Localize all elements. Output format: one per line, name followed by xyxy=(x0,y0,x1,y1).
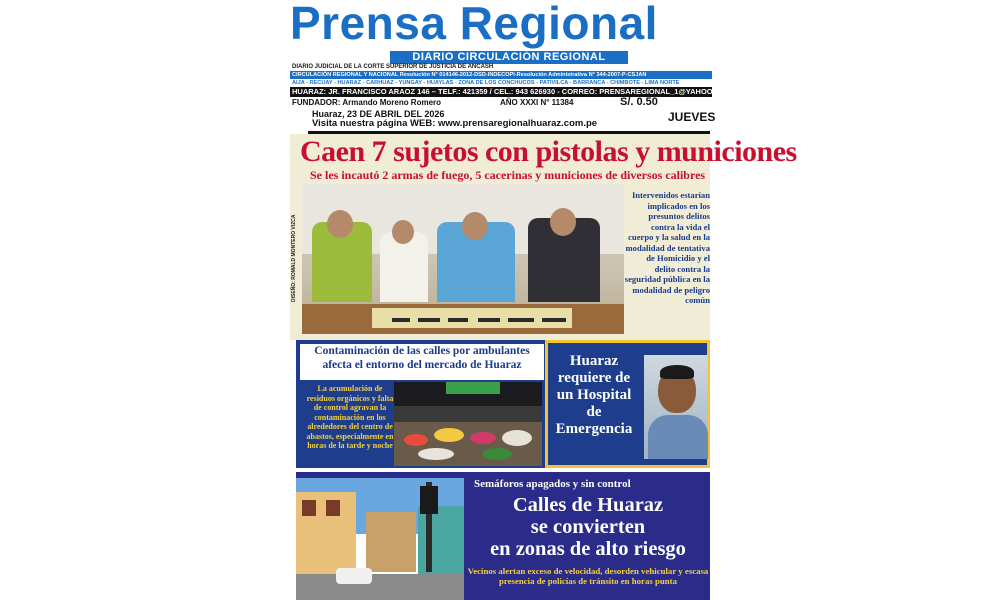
hospital-photo xyxy=(644,355,708,459)
traffic-title-line-1: Calles de Huaraz xyxy=(512,494,664,516)
hospital-story-title: Huaraz requiere de un Hospital de Emergencia xyxy=(555,353,633,437)
lead-headline[interactable]: Caen 7 sujetos con pistolas y municiones xyxy=(300,135,797,168)
masthead xyxy=(290,0,710,52)
market-story[interactable] xyxy=(296,340,546,468)
issue-number: AÑO XXXI N° 11384 xyxy=(500,98,574,107)
market-story-title: Contaminación de las calles por ambulantes afecta el entorno del mercado de Huaraz xyxy=(300,344,544,380)
design-credit: DISEÑO: ROMALD MONTERO VIZCA xyxy=(291,214,297,302)
address-bar: HUARAZ: JR. FRANCISCO ARAOZ 146 – TELF.: 421359 / CEL.: 943 626930 - CORREO: PRENSAREGIONAL_1@YAHOO.ES xyxy=(292,87,725,96)
weekday: JUEVES xyxy=(668,110,716,124)
lead-photo xyxy=(302,184,624,334)
traffic-title-line-2: se convierten xyxy=(530,516,646,538)
market-story-body: La acumulación de residuos orgánicos y falta de control agravan la contaminación en los alrededores del centro de abastos, especialmente en horas de la tarde y noche xyxy=(306,384,394,450)
traffic-story[interactable] xyxy=(296,472,710,600)
traffic-photo xyxy=(296,478,464,600)
founder-row xyxy=(290,97,710,108)
resolution-bar: CIRCULACIÓN REGIONAL Y NACIONAL Resolución N° 014146-2012-DSD-INDECOPI-Resolución Administrativa N° 344-2007-P-CSJAN xyxy=(290,71,712,79)
price: S/. 0.50 xyxy=(620,96,658,108)
hospital-story[interactable] xyxy=(545,340,710,468)
traffic-story-title xyxy=(466,494,710,560)
market-photo xyxy=(394,382,542,466)
circulation-banner: DIARIO CIRCULACIÓN REGIONAL xyxy=(390,51,628,64)
lead-subhead: Se les incautó 2 armas de fuego, 5 cacerinas y municiones de diversos calibres xyxy=(310,168,706,182)
masthead-title: Prensa Regional xyxy=(290,0,658,49)
towns-bar: AIJA - RECUAY - HUARAZ - CARHUAZ - YUNGAY - HUAYLAS - ZONA DE LOS CONCHUCOS - PATIVILCA - BARRANCA - CHIMBOTE - LIMA NORTE xyxy=(292,80,680,86)
traffic-story-kicker: Semáforos apagados y sin control xyxy=(474,478,631,490)
lead-side-text: Intervenidos estarían implicados en los presuntos delitos contra la vida el cuerpo y la salud en la modalidad de tentativa de Homicidio y el delito contra la seguridad pública en la modalidad de peligro común xyxy=(624,190,710,305)
newspaper-front-page xyxy=(290,0,797,600)
dateline xyxy=(290,109,716,131)
traffic-story-body: Vecinos alertan exceso de velocidad, desorden vehicular y escasa presencia de policías de tránsito en horas punta xyxy=(467,566,709,586)
judicial-notice: DIARIO JUDICIAL DE LA CORTE SUPERIOR DE JUSTICIA DE ANCASH xyxy=(292,64,494,70)
issue-date: Huaraz, 23 DE ABRIL DEL 2026 xyxy=(312,109,445,119)
website-link[interactable]: Visita nuestra página WEB: www.prensaregionalhuaraz.com.pe xyxy=(312,118,598,129)
traffic-title-line-3: en zonas de alto riesgo xyxy=(490,538,686,560)
founder-text: FUNDADOR: Armando Moreno Romero xyxy=(292,98,442,107)
